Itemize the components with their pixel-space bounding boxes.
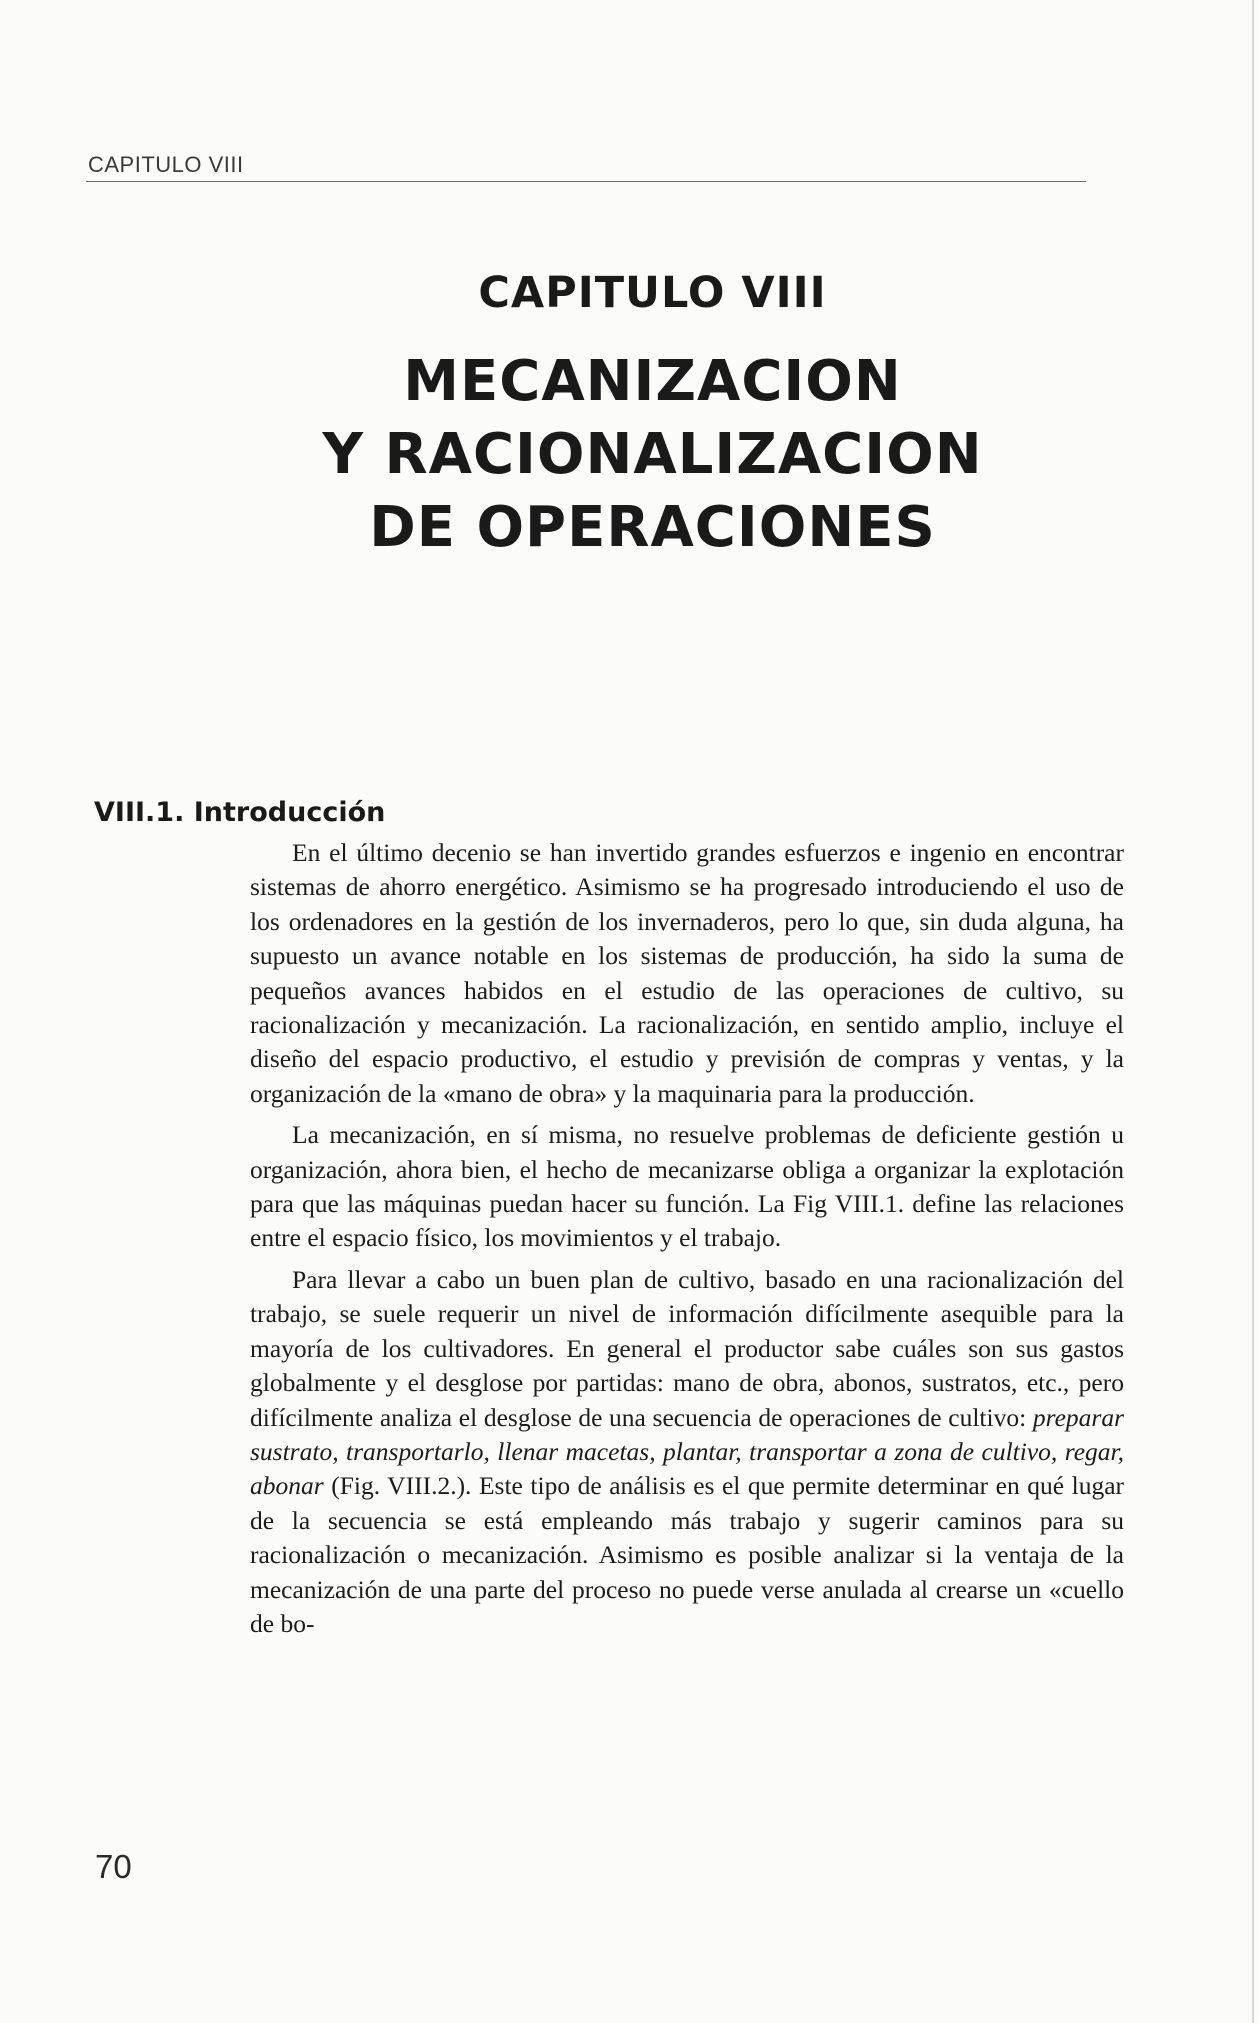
chapter-number: CAPITULO VIII [478,268,827,318]
running-header: CAPITULO VIII [88,152,244,177]
paragraph: La mecanización, en sí misma, no resuelve problemas de deficiente gestión u organización, ahora bien, el hecho de mecanizarse obliga a organizar la explotación para que las máquinas puedan hacer su función. La Fig VIII.1. define las relaciones entre el espacio físico, los movimientos y el trabajo. [250,1120,1124,1253]
chapter-title-line: MECANIZACION [403,349,902,414]
paragraph [250,1263,1124,1641]
section-heading: VIII.1. Introducción [94,797,386,828]
chapter-title-line: Y RACIONALIZACION [322,422,983,487]
body-text [250,836,1124,1648]
page-number: 70 [95,1848,132,1885]
paragraph-text: (Fig. VIII.2.). Este tipo de análisis es el que permite determinar en qué lugar de la secuencia se está empleando más trabajo y sugerir caminos para su racionalización o mecanización. Asimismo es posible analizar si la ventaja de la mecanización de una parte del proceso no puede verse anulada al crearse un «cuello de bo- [250,1471,1124,1638]
page-edge-rule [1252,0,1254,2023]
chapter-title-line: DE OPERACIONES [369,495,936,560]
chapter-title [0,345,1259,564]
operations-sequence: preparar sustrato, transportarlo, llenar macetas, plantar, transportar a zona de cultivo, regar, abonar [250,1402,1124,1501]
header-rule [86,181,1086,182]
paragraph: En el último decenio se han invertido grandes esfuerzos e ingenio en encontrar sistemas de ahorro energético. Asimismo se ha progresado introduciendo el uso de los ordenadores en la gestión de los invernaderos, pero lo que, sin duda alguna, ha supuesto un avance notable en los sistemas de producción, ha sido la suma de pequeños avances habidos en el estudio de las operaciones de cultivo, su racionalización y mecanización. La racionalización, en sentido amplio, incluye el diseño del espacio productivo, el estudio y previsión de compras y ventas, y la organización de la «mano de obra» y la maquinaria para la producción. [250,838,1124,1108]
paragraph-text: Para llevar a cabo un buen plan de cultivo, basado en una racionalización del trabajo, se suele requerir un nivel de información difícilmente asequible para la mayoría de los cultivadores. En general el productor sabe cuáles son sus gastos globalmente y el desglose por partidas: mano de obra, abonos, sustratos, etc., pero difícilmente analiza el desglose de una secuencia de operaciones de cultivo: [250,1264,1124,1432]
